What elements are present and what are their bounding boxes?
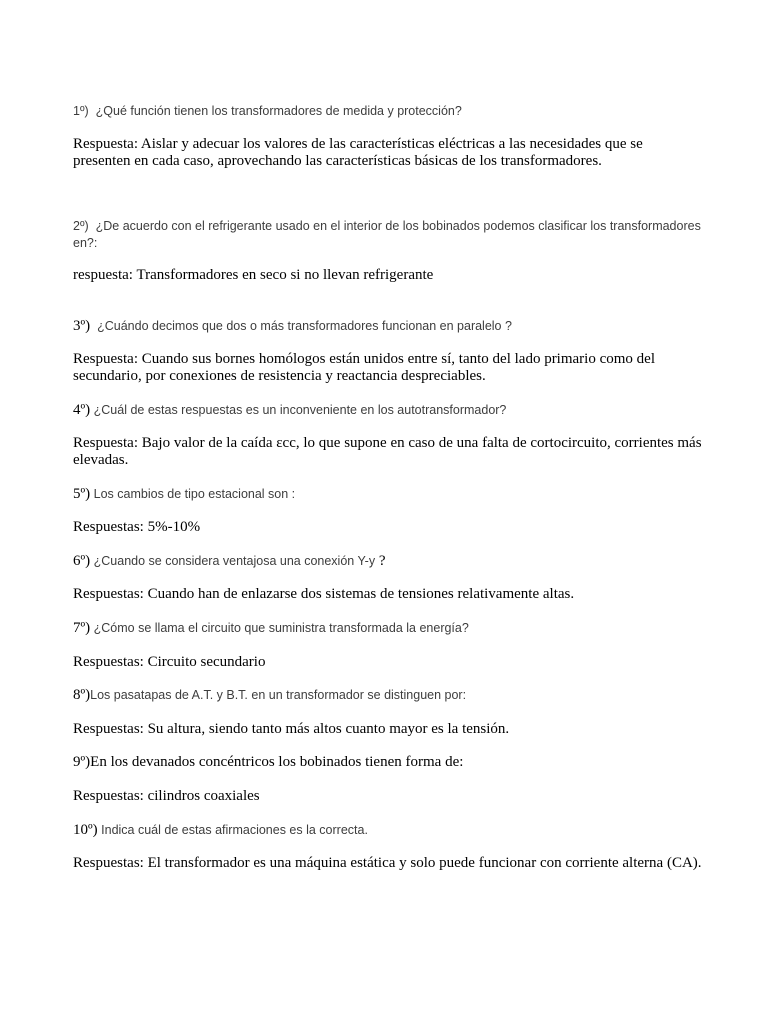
question-number: 8º) <box>73 687 91 703</box>
question-number: 4º) <box>73 402 91 418</box>
question-3 <box>73 318 703 335</box>
question-10 <box>73 822 703 839</box>
question-1 <box>73 103 703 120</box>
question-number: 1º) <box>73 104 89 118</box>
question-number: 9º) <box>73 754 91 770</box>
question-text: ¿Cuando se considera ventajosa una conexión Y-y <box>93 554 376 568</box>
question-text: ¿Cuándo decimos que dos o más transformadores funcionan en paralelo ? <box>97 319 512 333</box>
answer-2: respuesta: Transformadores en seco si no llevan refrigerante <box>73 267 434 283</box>
answer-10: Respuestas: El transformador es una máquina estática y solo puede funcionar con corriente alterna (CA). <box>73 855 702 871</box>
question-6 <box>73 553 703 570</box>
question-text: ¿De acuerdo con el refrigerante usado en el interior de los bobinados podemos clasificar los transformadores en?: <box>73 219 701 250</box>
answer-9: Respuestas: cilindros coaxiales <box>73 788 260 804</box>
question-number: 6º) <box>73 553 91 569</box>
answer-1: Respuesta: Aislar y adecuar los valores de las características eléctricas a las necesidades que se presenten en cada caso, aprovechando las características básicas de los transformadores. <box>73 136 643 169</box>
question-7 <box>73 620 703 637</box>
question-text: En los devanados concéntricos los bobinados tienen forma de: <box>90 754 464 770</box>
question-text: Indica cuál de estas afirmaciones es la correcta. <box>101 823 368 837</box>
question-number: 7º) <box>73 620 91 636</box>
question-text: Los cambios de tipo estacional son : <box>93 487 296 501</box>
answer-3: Respuesta: Cuando sus bornes homólogos están unidos entre sí, tanto del lado primario como del secundario, por conexiones de resistencia y reactancia despreciables. <box>73 351 655 384</box>
question-number: 2º) <box>73 219 89 233</box>
question-text: ¿Qué función tienen los transformadores de medida y protección? <box>95 104 462 118</box>
question-4 <box>73 402 703 419</box>
answer-7: Respuestas: Circuito secundario <box>73 654 266 670</box>
question-number: 3º) <box>73 318 91 334</box>
question-number: 5º) <box>73 486 91 502</box>
question-5 <box>73 486 703 503</box>
question-text: Los pasatapas de A.T. y B.T. en un transformador se distinguen por: <box>90 688 467 702</box>
question-text: ¿Cuál de estas respuestas es un inconveniente en los autotransformador? <box>93 403 507 417</box>
answer-5: Respuestas: 5%-10% <box>73 519 201 535</box>
question-text: ¿Cómo se llama el circuito que suministra transformada la energía? <box>93 621 469 635</box>
question-number: 10º) <box>73 822 98 838</box>
answer-6: Respuestas: Cuando han de enlazarse dos sistemas de tensiones relativamente altas. <box>73 586 575 602</box>
question-2 <box>73 218 703 252</box>
answer-8: Respuestas: Su altura, siendo tanto más altos cuanto mayor es la tensión. <box>73 721 510 737</box>
question-8 <box>73 687 703 704</box>
question-suffix: ? <box>375 553 386 569</box>
question-9 <box>73 754 703 771</box>
answer-4: Respuesta: Bajo valor de la caída εcc, lo que supone en caso de una falta de cortocircuito, corrientes más elevadas. <box>73 435 702 468</box>
